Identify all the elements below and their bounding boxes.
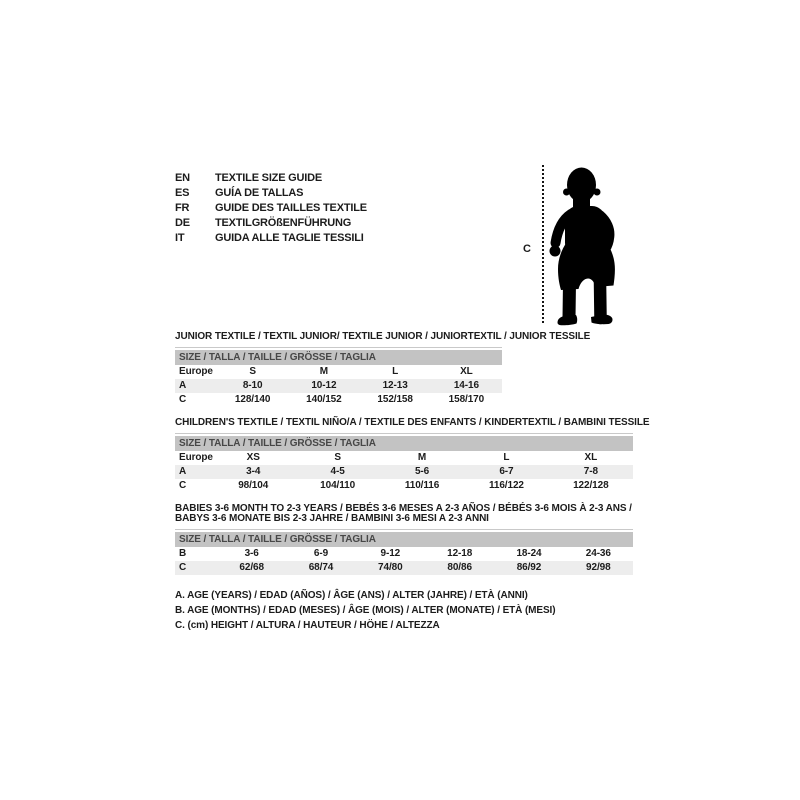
size-cell: 110/116 bbox=[404, 480, 440, 491]
language-title: TEXTILE SIZE GUIDE bbox=[215, 172, 323, 184]
section-title: BABIES 3-6 MONTH TO 2-3 YEARS / BEBÉS 3-6 MESES A 2-3 AÑOS / BÉBÉS 3-6 MOIS À 2-3 ANS / bbox=[175, 503, 632, 514]
size-cell: 14-16 bbox=[453, 380, 479, 391]
size-cell: 3-6 bbox=[244, 548, 259, 559]
language-row bbox=[175, 216, 367, 231]
size-cell: 122/128 bbox=[573, 480, 609, 491]
size-cell: 158/170 bbox=[448, 394, 485, 405]
language-title: GUIDA ALLE TAGLIE TESSILI bbox=[215, 232, 364, 244]
size-cell: XL bbox=[584, 452, 598, 463]
legend-footnote: A. AGE (YEARS) / EDAD (AÑOS) / ÂGE (ANS) / ALTER (JAHRE) / ETÀ (ANNI) bbox=[175, 590, 528, 601]
height-dimension-label: C bbox=[523, 243, 531, 255]
size-cell: 116/122 bbox=[488, 480, 524, 491]
row-label: A bbox=[179, 466, 187, 477]
row-label: Europe bbox=[179, 452, 213, 463]
language-row bbox=[175, 231, 367, 246]
size-cell: 86/92 bbox=[516, 562, 542, 573]
size-cell: 8-10 bbox=[242, 380, 263, 391]
language-code: EN bbox=[175, 172, 190, 184]
height-measure-line bbox=[542, 165, 544, 323]
language-code: ES bbox=[175, 187, 190, 199]
size-table bbox=[175, 433, 633, 493]
legend-footnote: C. (cm) HEIGHT / ALTURA / HAUTEUR / HÖHE / ALTEZZA bbox=[175, 620, 440, 631]
language-title: GUIDE DES TAILLES TEXTILE bbox=[215, 202, 367, 214]
table-row bbox=[175, 465, 633, 479]
table-row bbox=[175, 365, 502, 379]
language-row bbox=[175, 201, 367, 216]
row-label: C bbox=[179, 562, 187, 573]
language-row bbox=[175, 171, 367, 186]
size-cell: 74/80 bbox=[378, 562, 403, 573]
toddler-height-figure bbox=[515, 150, 650, 335]
size-cell: 18-24 bbox=[516, 548, 542, 559]
language-title: GUÍA DE TALLAS bbox=[215, 187, 304, 199]
row-label: A bbox=[179, 380, 187, 391]
size-cell: 152/158 bbox=[377, 394, 413, 405]
size-cell: 6-7 bbox=[499, 466, 514, 477]
size-cell: 6-9 bbox=[313, 548, 329, 559]
section-title: CHILDREN'S TEXTILE / TEXTIL NIÑO/A / TEXTILE DES ENFANTS / KINDERTEXTIL / BAMBINI TESSILE bbox=[175, 417, 650, 428]
table-header-band: SIZE / TALLA / TAILLE / GRÖSSE / TAGLIA bbox=[175, 350, 502, 365]
size-cell: 98/104 bbox=[238, 480, 269, 491]
legend-footnote: B. AGE (MONTHS) / EDAD (MESES) / ÂGE (MOIS) / ALTER (MONATE) / ETÀ (MESI) bbox=[175, 605, 556, 616]
size-cell: 9-12 bbox=[380, 548, 401, 559]
size-table bbox=[175, 347, 502, 407]
language-code: FR bbox=[175, 202, 190, 214]
size-cell: 12-18 bbox=[447, 548, 473, 559]
size-cell: 128/140 bbox=[234, 394, 271, 405]
size-cell: 104/110 bbox=[320, 480, 356, 491]
row-label: C bbox=[179, 480, 187, 491]
size-cell: 92/98 bbox=[586, 562, 611, 573]
size-table-section bbox=[175, 504, 635, 575]
size-cell: 62/68 bbox=[239, 562, 264, 573]
table-top-rule bbox=[175, 529, 633, 530]
table-top-rule bbox=[175, 433, 633, 434]
language-row bbox=[175, 186, 367, 201]
language-code: DE bbox=[175, 217, 190, 229]
row-label: Europe bbox=[179, 366, 213, 377]
size-cell: L bbox=[392, 366, 399, 377]
size-cell: 5-6 bbox=[414, 466, 430, 477]
size-cell: 24-36 bbox=[585, 548, 611, 559]
size-cell: L bbox=[503, 452, 510, 463]
size-cell: 3-4 bbox=[246, 466, 261, 477]
size-cell: S bbox=[334, 452, 341, 463]
size-cell: 68/74 bbox=[308, 562, 334, 573]
legend-footnotes bbox=[175, 588, 555, 633]
table-row bbox=[175, 451, 633, 465]
size-cell: 7-8 bbox=[583, 466, 598, 477]
size-cell: XL bbox=[460, 366, 473, 377]
row-label: B bbox=[179, 548, 187, 559]
table-header-band: SIZE / TALLA / TAILLE / GRÖSSE / TAGLIA bbox=[175, 436, 633, 451]
section-title: BABYS 3-6 MONATE BIS 2-3 JAHRE / BAMBINI 3-6 MESI A 2-3 ANNI bbox=[175, 513, 489, 524]
row-label: C bbox=[179, 394, 187, 405]
size-cell: 10-12 bbox=[311, 380, 337, 391]
table-row bbox=[175, 547, 633, 561]
size-cell: XS bbox=[246, 452, 260, 463]
table-row bbox=[175, 393, 502, 407]
section-title: JUNIOR TEXTILE / TEXTIL JUNIOR/ TEXTILE JUNIOR / JUNIORTEXTIL / JUNIOR TESSILE bbox=[175, 331, 591, 342]
table-row bbox=[175, 479, 633, 493]
size-table-section bbox=[175, 332, 635, 407]
table-row bbox=[175, 561, 633, 575]
size-cell: 140/152 bbox=[306, 394, 342, 405]
size-cell: S bbox=[249, 366, 256, 377]
table-top-rule bbox=[175, 347, 502, 348]
size-cell: M bbox=[417, 452, 427, 463]
language-title: TEXTILGRÖßENFÜHRUNG bbox=[215, 217, 352, 229]
language-title-list bbox=[175, 171, 367, 246]
size-cell: 12-13 bbox=[382, 380, 408, 391]
size-cell: 4-5 bbox=[330, 466, 345, 477]
size-tables-area bbox=[175, 331, 650, 575]
size-table bbox=[175, 529, 633, 575]
toddler-silhouette-icon bbox=[545, 164, 625, 326]
language-code: IT bbox=[175, 232, 185, 244]
size-cell: M bbox=[319, 366, 328, 377]
size-cell: 80/86 bbox=[447, 562, 472, 573]
size-table-section bbox=[175, 417, 650, 493]
table-header-band: SIZE / TALLA / TAILLE / GRÖSSE / TAGLIA bbox=[175, 532, 633, 547]
table-row bbox=[175, 379, 502, 393]
